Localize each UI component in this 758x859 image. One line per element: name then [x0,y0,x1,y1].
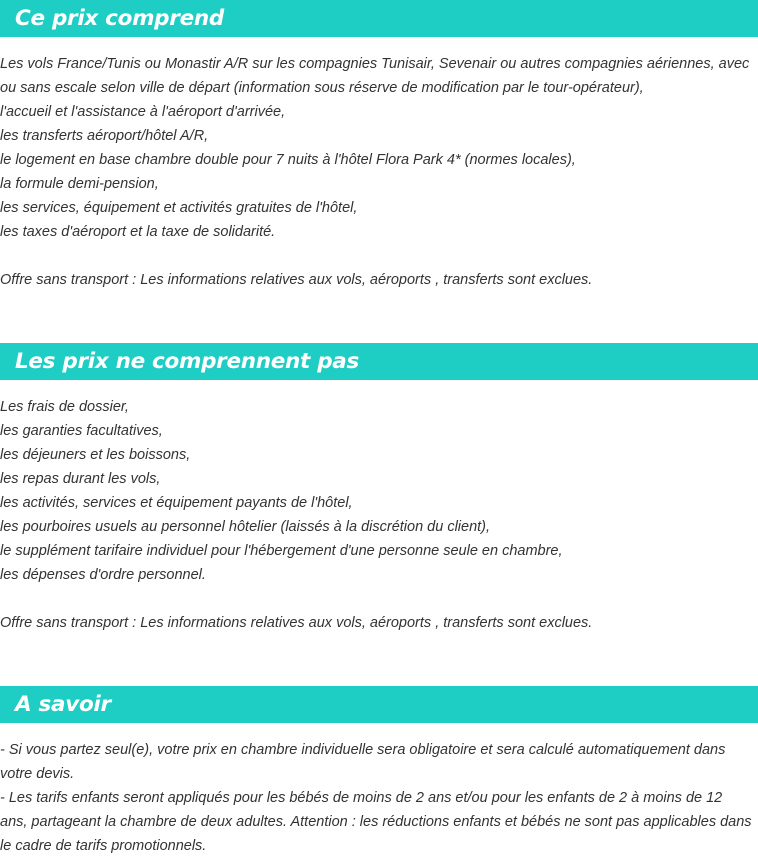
list-item: Les vols France/Tunis ou Monastir A/R sur les compagnies Tunisair, Sevenair ou autres compagnies aériennes, avec ou sans escale selon ville de départ (information sous réserve de modification par le tour-opérateur), [0,56,750,96]
spacer [0,244,758,268]
list-item: Les frais de dossier, [0,399,129,415]
list-item: les déjeuners et les boissons, [0,447,191,463]
list-item: les transferts aéroport/hôtel A/R, [0,128,209,144]
included-list [0,52,758,292]
list-item: l'accueil et l'assistance à l'aéroport d'arrivée, [0,104,286,120]
list-item: le logement en base chambre double pour 7 nuits à l'hôtel Flora Park 4* (normes locales), [0,152,576,168]
info-paragraph: - Les tarifs enfants seront appliqués pour les bébés de moins de 2 ans et/ou pour les enfants de 2 à moins de 12 ans, partageant la chambre de deux adultes. Attention : les réductions enfants et bébés ne sont pas applicables dans le cadre de tarifs promotionnels. [0,790,752,854]
transport-note: Offre sans transport : Les informations relatives aux vols, aéroports , transferts sont exclues. [0,272,593,288]
list-item: les taxes d'aéroport et la taxe de solidarité. [0,224,276,240]
list-item: les services, équipement et activités gratuites de l'hôtel, [0,200,358,216]
section-header-good-to-know [0,686,758,723]
list-item: les dépenses d'ordre personnel. [0,567,206,583]
section-good-to-know [0,686,758,858]
section-included [0,0,758,292]
list-item: les pourboires usuels au personnel hôtelier (laissés à la discrétion du client), [0,519,491,535]
list-item: les activités, services et équipement payants de l'hôtel, [0,495,353,511]
section-not-included [0,343,758,635]
section-title: A savoir [15,692,111,717]
section-header-included [0,0,758,37]
good-to-know-text [0,738,758,858]
not-included-list [0,395,758,635]
section-header-not-included [0,343,758,380]
list-item: les garanties facultatives, [0,423,163,439]
section-title: Ce prix comprend [15,6,224,31]
list-item: la formule demi-pension, [0,176,159,192]
spacer [0,587,758,611]
list-item: les repas durant les vols, [0,471,161,487]
list-item: le supplément tarifaire individuel pour l'hébergement d'une personne seule en chambre, [0,543,563,559]
info-paragraph: - Si vous partez seul(e), votre prix en chambre individuelle sera obligatoire et sera calculé automatiquement dans votre devis. [0,742,726,782]
section-title: Les prix ne comprennent pas [15,349,360,374]
transport-note: Offre sans transport : Les informations relatives aux vols, aéroports , transferts sont exclues. [0,615,593,631]
